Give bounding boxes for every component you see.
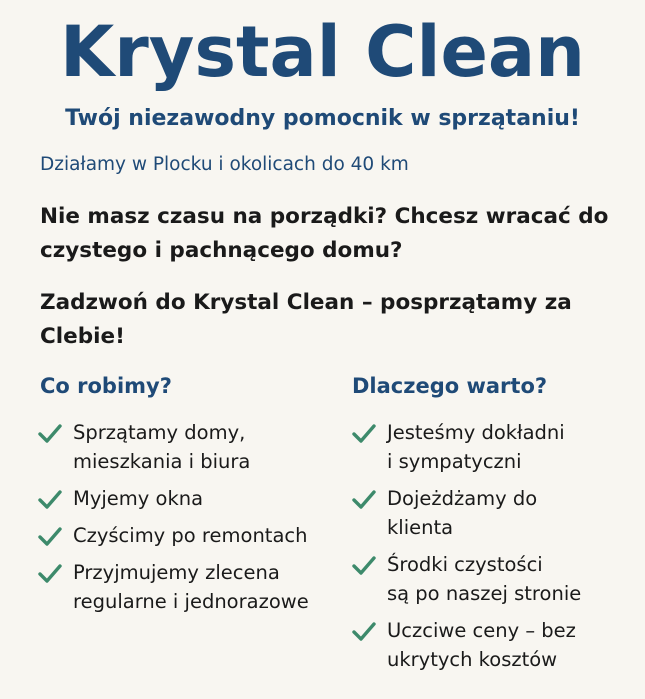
reasons-item-line: i sympatyczni xyxy=(387,450,522,473)
services-list xyxy=(38,418,343,624)
check-icon xyxy=(352,422,376,444)
reasons-item-line: Dojeżdżamy do xyxy=(387,487,538,510)
reasons-item-line: Środki czystości xyxy=(387,553,543,576)
services-heading: Co robimy? xyxy=(40,374,172,398)
check-icon xyxy=(38,525,62,547)
service-area: Działamy w Plocku i okolicach do 40 km xyxy=(40,154,409,175)
reasons-heading: Dlaczego warto? xyxy=(352,374,548,398)
reasons-list xyxy=(352,418,637,682)
services-item-line: regularne i jednorazowe xyxy=(73,590,309,613)
services-item-line: Myjemy okna xyxy=(73,487,204,510)
reasons-item xyxy=(352,418,637,476)
services-item-line: Czyścimy po remontach xyxy=(73,524,308,547)
check-icon xyxy=(352,620,376,642)
tagline: Twój niezawodny pomocnik w sprzątaniu! xyxy=(65,106,580,131)
intro-question: Nie masz czasu na porządki? Chcesz wracać do czystego i pachnącego domu? xyxy=(40,204,609,263)
reasons-item xyxy=(352,550,637,608)
reasons-item xyxy=(352,616,637,674)
reasons-item xyxy=(352,484,637,542)
check-icon xyxy=(352,488,376,510)
reasons-item-line: klienta xyxy=(387,516,454,539)
check-icon xyxy=(38,422,62,444)
reasons-item-line: ukrytych kosztów xyxy=(387,648,558,671)
reasons-item-line: Uczciwe ceny – bez xyxy=(387,619,576,642)
reasons-item-line: są po naszej stronie xyxy=(387,582,582,605)
check-icon xyxy=(38,562,62,584)
services-item xyxy=(38,418,343,476)
services-item xyxy=(38,484,343,513)
services-item-line: Sprzątamy domy, xyxy=(73,421,246,444)
page-title: Krystal Clean xyxy=(59,11,586,93)
check-icon xyxy=(352,554,376,576)
services-item xyxy=(38,521,343,550)
check-icon xyxy=(38,488,62,510)
services-item-line: mieszkania i biura xyxy=(73,450,251,473)
services-item xyxy=(38,558,343,616)
services-item-line: Przyjmujemy zlecena xyxy=(73,561,280,584)
call-to-action: Zadzwoń do Krystal Clean – posprzątamy za Clebie! xyxy=(40,290,572,349)
reasons-item-line: Jesteśmy dokładni xyxy=(387,421,565,444)
